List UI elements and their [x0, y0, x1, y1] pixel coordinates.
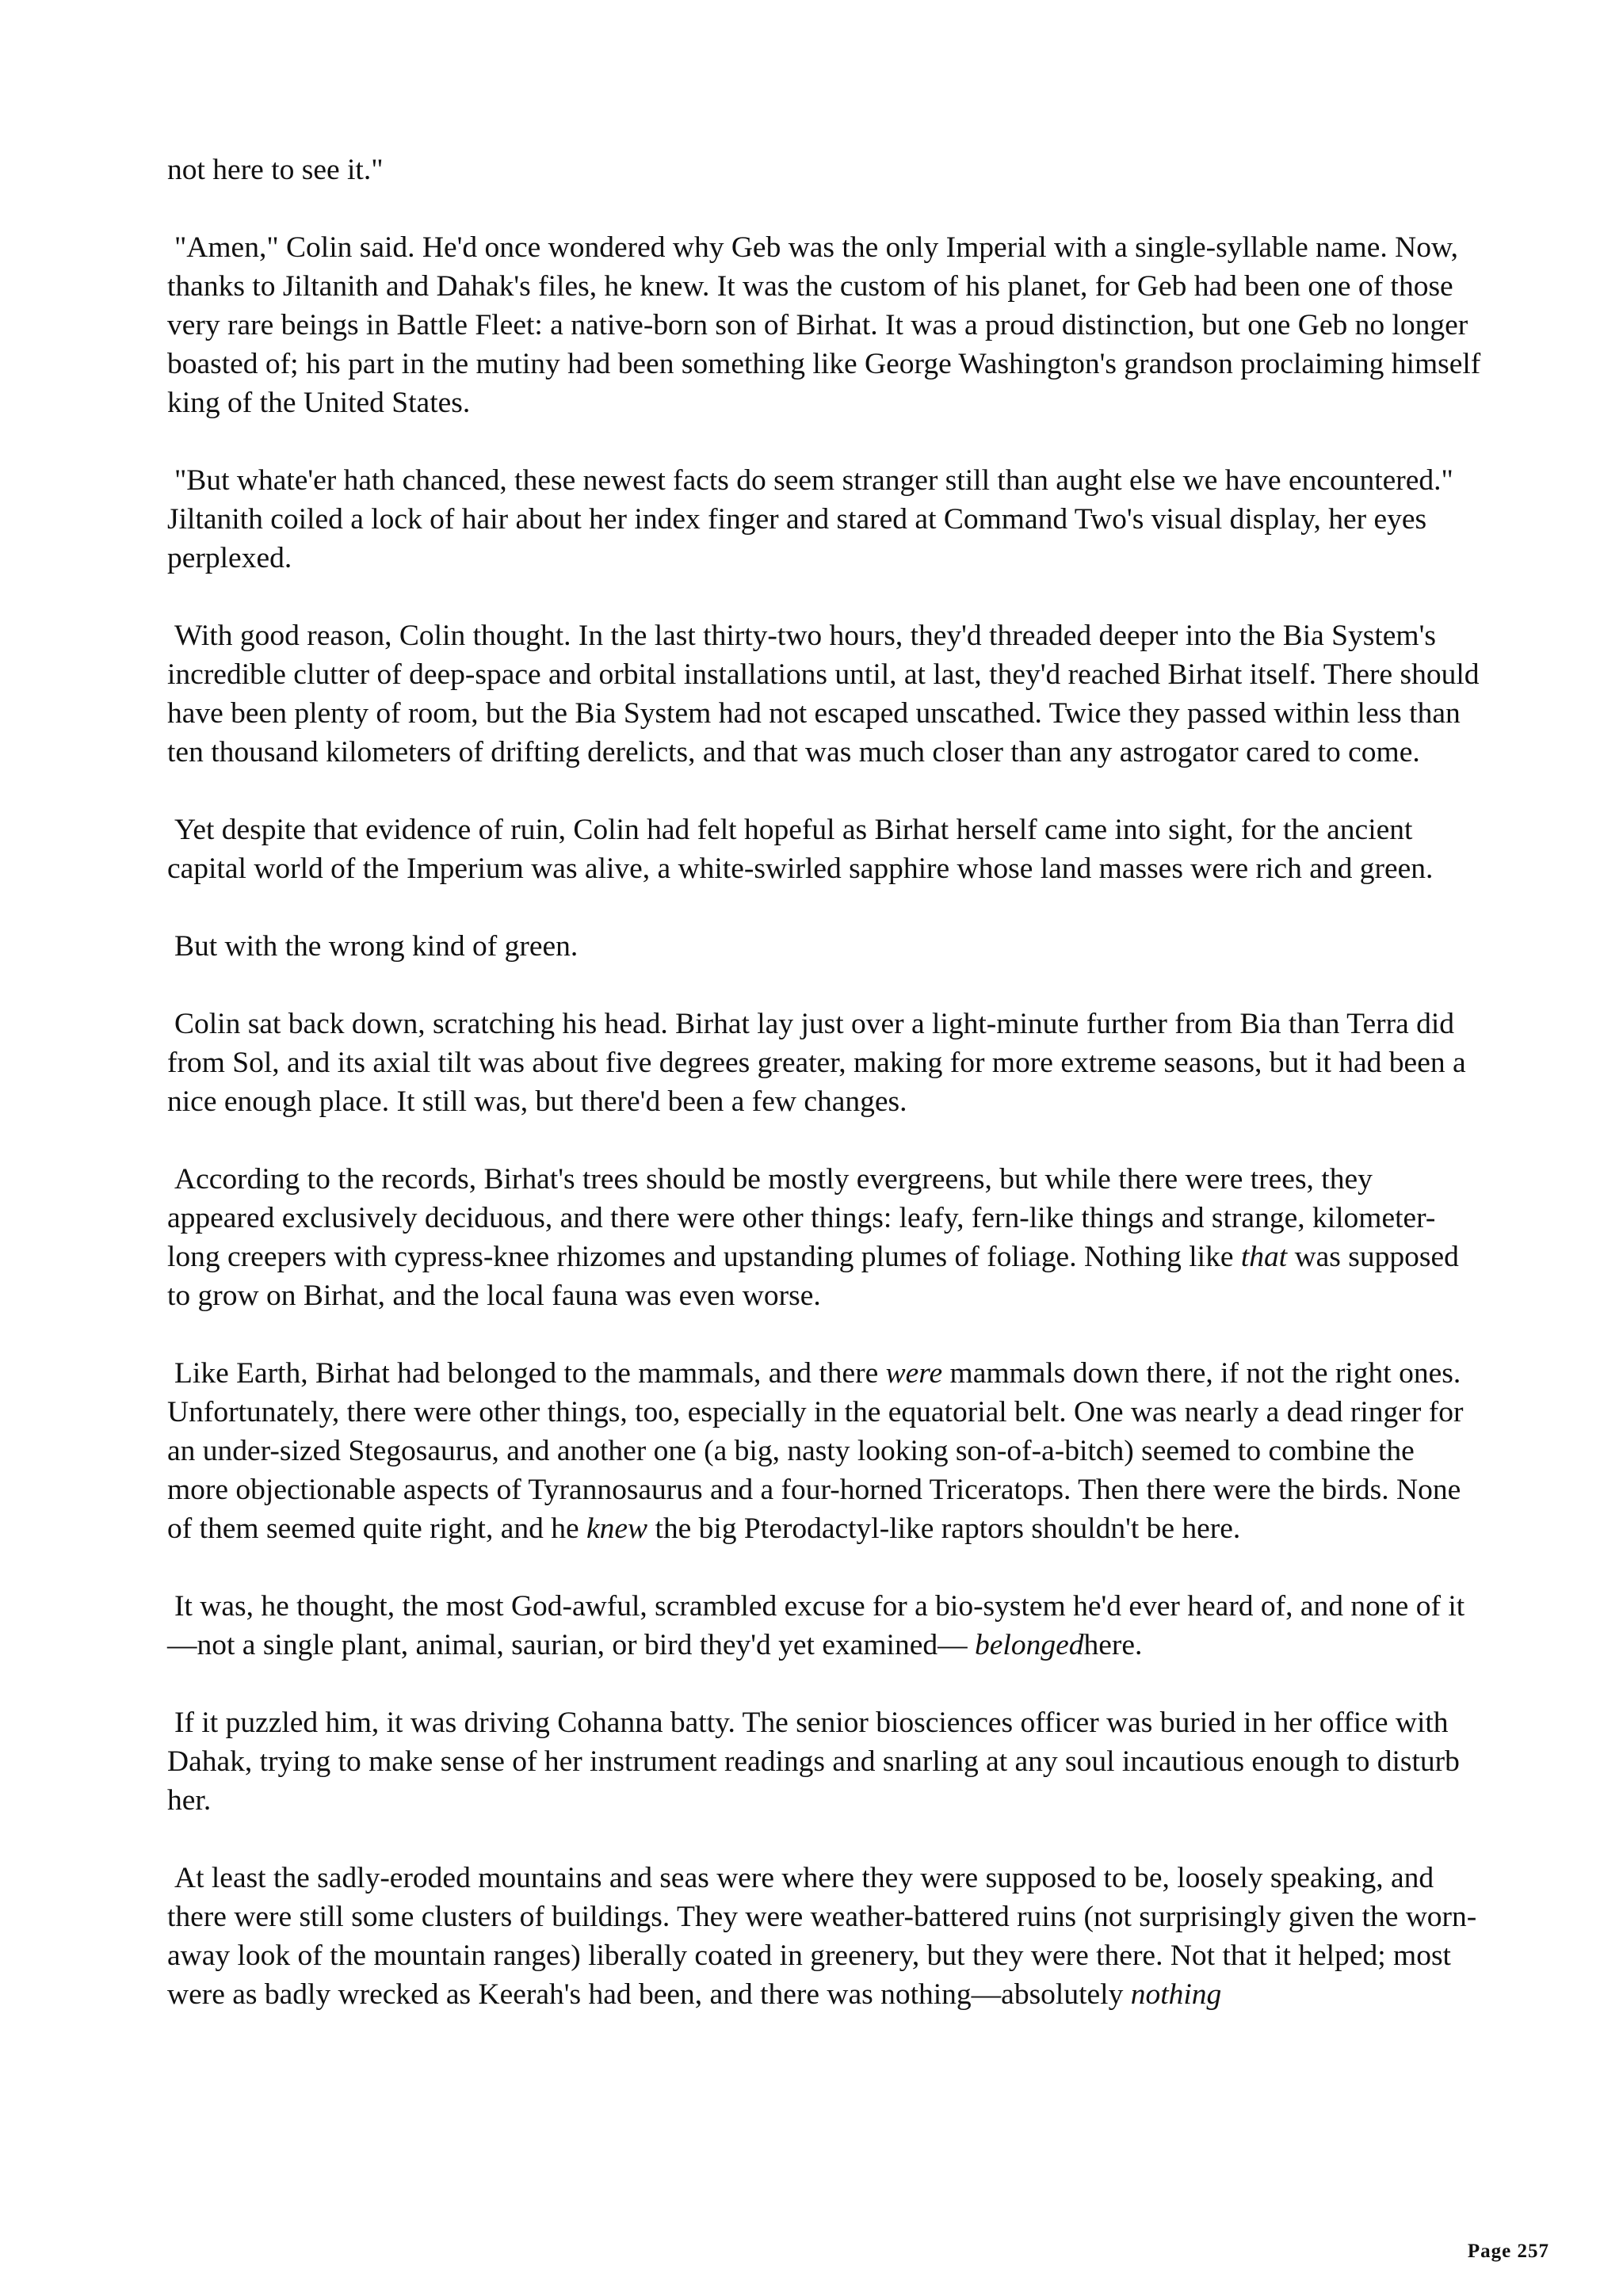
page-number: Page 257: [1467, 2241, 1549, 2262]
italic-emphasis: nothing: [1130, 1978, 1222, 2011]
page-text-body: [167, 151, 1483, 2053]
paragraph-8: According to the records, Birhat's trees should be mostly evergreens, but while there were trees, they appeared exclusively deciduous, and there were other things: leafy, fern-like things and strange, kilometer-long creepers with cypress-knee rhizomes and upstanding plumes of foliage. Nothing like that was supposed to grow on Birhat, and the local fauna was even worse.: [167, 1163, 1459, 1312]
paragraph-5: Yet despite that evidence of ruin, Colin had felt hopeful as Birhat herself came into sight, for the ancient capital world of the Imperium was alive, a white-swirled sapphire whose land masses were rich and green.: [167, 814, 1434, 885]
italic-emphasis: that: [1240, 1241, 1288, 1273]
paragraph-2: "Amen," Colin said. He'd once wondered why Geb was the only Imperial with a single-syllable name. Now, thanks to Jiltanith and Dahak's files, he knew. It was the custom of his planet, for Geb had been one of those very rare beings in Battle Fleet: a native-born son of Birhat. It was a proud distinction, but one Geb no longer boasted of; his part in the mutiny had been something like George Washington's grandson proclaiming himself king of the United States.: [167, 231, 1481, 419]
paragraph-7: Colin sat back down, scratching his head. Birhat lay just over a light-minute further from Bia than Terra did from Sol, and its axial tilt was about five degrees greater, making for more extreme seasons, but it had been a nice enough place. It still was, but there'd been a few changes.: [167, 1008, 1466, 1118]
paragraph-10: It was, he thought, the most God-awful, scrambled excuse for a bio-system he'd ever heard of, and none of it—not a single plant, animal, saurian, or bird they'd yet examined— belongedhere.: [167, 1590, 1465, 1661]
paragraph-4: With good reason, Colin thought. In the last thirty-two hours, they'd threaded deeper into the Bia System's incredible clutter of deep-space and orbital installations until, at last, they'd reached Birhat itself. There should have been plenty of room, but the Bia System had not escaped unscathed. Twice they passed within less than ten thousand kilometers of drifting derelicts, and that was much closer than any astrogator cared to come.: [167, 620, 1480, 769]
italic-emphasis: belonged: [975, 1629, 1084, 1661]
paragraph-1: not here to see it.": [167, 154, 384, 186]
italic-emphasis: knew: [586, 1512, 648, 1545]
paragraph-12: At least the sadly-eroded mountains and seas were where they were supposed to be, loosely speaking, and there were still some clusters of buildings. They were weather-battered ruins (not surprisingly given the worn-away look of the mountain ranges) liberally coated in greenery, but they were there. Not that it helped; most were as badly wrecked as Keerah's had been, and there was nothing—absolutely nothing: [167, 1862, 1477, 2011]
paragraph-3: "But whate'er hath chanced, these newest facts do seem stranger still than aught else we have encountered." Jiltanith coiled a lock of hair about her index finger and stared at Command Two's visual display, her eyes perplexed.: [167, 464, 1453, 574]
paragraph-9: Like Earth, Birhat had belonged to the mammals, and there were mammals down there, if not the right ones. Unfortunately, there were other things, too, especially in the equatorial belt. One was nearly a dead ringer for an under-sized Stegosaurus, and another one (a big, nasty looking son-of-a-bitch) seemed to combine the more objectionable aspects of Tyrannosaurus and a four-horned Triceratops. Then there were the birds. None of them seemed quite right, and he knew the big Pterodactyl-like raptors shouldn't be here.: [167, 1357, 1464, 1545]
italic-emphasis: were: [885, 1357, 943, 1390]
paragraph-6: But with the wrong kind of green.: [174, 930, 579, 963]
paragraph-11: If it puzzled him, it was driving Cohanna batty. The senior biosciences officer was buried in her office with Dahak, trying to make sense of her instrument readings and snarling at any soul incautious enough to disturb her.: [167, 1707, 1460, 1817]
